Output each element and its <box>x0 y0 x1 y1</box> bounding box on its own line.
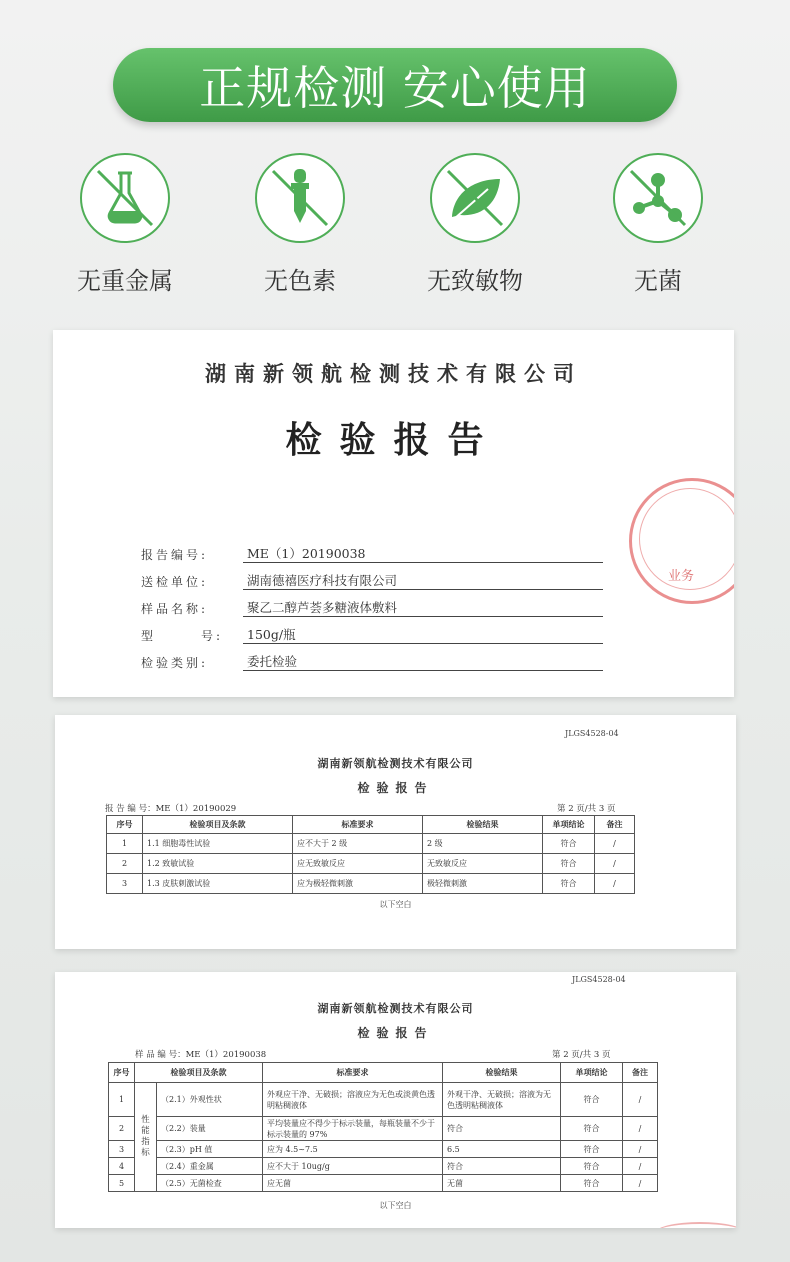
cell: 外观干净、无破损；溶液为无色透明粘稠液体 <box>443 1083 561 1117</box>
molecule-no-icon <box>613 153 703 243</box>
end-of-table-note: 以下空白 <box>379 1201 412 1210</box>
col-header: 检验结果 <box>423 816 543 834</box>
col-header: 检验项目及条款 <box>135 1063 263 1083</box>
table-row <box>109 1158 658 1175</box>
feature-label: 无色素 <box>264 267 336 295</box>
doc-code: JLGS4528-04 <box>565 729 619 738</box>
col-header: 标准要求 <box>263 1063 443 1083</box>
field-label: 样品名称: <box>141 602 209 616</box>
table-row <box>109 1083 658 1117</box>
cell: 符合 <box>443 1117 561 1141</box>
col-header: 单项结论 <box>561 1063 623 1083</box>
cell: 3 <box>109 1141 135 1158</box>
cell: 1.3 皮肤刺激试验 <box>143 874 293 894</box>
cell: 2 <box>109 1117 135 1141</box>
report-title: 检验报告 <box>357 1026 434 1040</box>
cover-title: 检验报告 <box>285 419 502 461</box>
cell: 2 级 <box>423 834 543 854</box>
end-of-table-note: 以下空白 <box>379 900 412 909</box>
field-value: ME（1）20190038 <box>243 544 603 563</box>
cell: 应不大于 2 级 <box>293 834 423 854</box>
table-row <box>109 1141 658 1158</box>
cell: （2.4）重金属 <box>157 1158 263 1175</box>
cell: / <box>623 1117 658 1141</box>
result-table <box>108 1062 658 1192</box>
feature-sterile <box>588 153 728 296</box>
page-number: 第 2 页/共 3 页 <box>552 1050 611 1060</box>
cell: （2.5）无菌检查 <box>157 1175 263 1192</box>
cell: 符合 <box>561 1141 623 1158</box>
cell: 应为极轻微刺激 <box>293 874 423 894</box>
cell: 1.2 致敏试验 <box>143 854 293 874</box>
cell: （2.3）pH 值 <box>157 1141 263 1158</box>
report-number: 报 告 编 号：ME（1）20190029 <box>105 804 237 814</box>
col-header: 检验结果 <box>443 1063 561 1083</box>
cell: / <box>623 1175 658 1192</box>
cell: 外观应干净、无破损；溶液应为无色或淡黄色透明粘稠液体 <box>263 1083 443 1117</box>
cell: / <box>595 854 635 874</box>
flask-no-icon <box>80 153 170 243</box>
cell: / <box>623 1141 658 1158</box>
sample-number: 样 品 编 号：ME（1）20190038 <box>135 1050 267 1060</box>
col-header: 备注 <box>623 1063 658 1083</box>
cell: 平均装量应不得少于标示装量，每瓶装量不少于标示装量的 97% <box>263 1117 443 1141</box>
field-value: 湖南德禧医疗科技有限公司 <box>243 571 603 590</box>
cell: / <box>595 834 635 854</box>
cell: 符合 <box>561 1117 623 1141</box>
field-value: 聚乙二醇芦荟多糖液体敷料 <box>243 598 603 617</box>
leaf-no-icon <box>430 153 520 243</box>
report-company: 湖南新领航检测技术有限公司 <box>317 757 474 770</box>
cell: 3 <box>107 874 143 894</box>
cell: / <box>623 1083 658 1117</box>
cell: 应为 4.5~7.5 <box>263 1141 443 1158</box>
report-cover <box>53 330 734 697</box>
cell: 符合 <box>561 1083 623 1117</box>
cell: 符合 <box>543 834 595 854</box>
col-header: 备注 <box>595 816 635 834</box>
result-table <box>106 815 635 894</box>
cell: 符合 <box>561 1175 623 1192</box>
cell: 1.1 细胞毒性试验 <box>143 834 293 854</box>
cell: / <box>623 1158 658 1175</box>
cell: （2.1）外观性状 <box>157 1083 263 1117</box>
cover-company: 湖南新领航检测技术有限公司 <box>205 361 582 386</box>
field-label: 报告编号: <box>141 548 209 562</box>
cell: 1 <box>109 1083 135 1117</box>
cell: 应无致敏反应 <box>293 854 423 874</box>
table-row <box>109 1175 658 1192</box>
field-value: 委托检验 <box>243 652 603 671</box>
col-header: 检验项目及条款 <box>143 816 293 834</box>
report-page-biocompat <box>55 715 736 949</box>
cell: 应不大于 10ug/g <box>263 1158 443 1175</box>
banner-title: 正规检测 安心使用 <box>199 61 591 115</box>
dropper-no-icon <box>255 153 345 243</box>
cell: 符合 <box>561 1158 623 1175</box>
stamp-text: 业务 <box>668 569 695 584</box>
report-company: 湖南新领航检测技术有限公司 <box>317 1002 474 1015</box>
report-page-performance <box>55 972 736 1228</box>
col-header: 标准要求 <box>293 816 423 834</box>
cell: 4 <box>109 1158 135 1175</box>
title-banner <box>113 48 677 122</box>
group-cell: 性能指标 <box>135 1083 157 1192</box>
feature-no-heavy-metal <box>55 153 195 296</box>
cell: （2.2）装量 <box>157 1117 263 1141</box>
field-label: 型 号: <box>141 629 224 643</box>
table-header <box>107 816 635 834</box>
doc-code: JLGS4528-04 <box>572 975 626 984</box>
col-header: 序号 <box>107 816 143 834</box>
stamp-edge <box>655 1222 736 1228</box>
table-row <box>107 854 635 874</box>
cell: 2 <box>107 854 143 874</box>
table-header <box>109 1063 658 1083</box>
col-header: 序号 <box>109 1063 135 1083</box>
feature-label: 无重金属 <box>77 267 173 295</box>
table-row <box>109 1117 658 1141</box>
cell: 极轻微刺激 <box>423 874 543 894</box>
cell: 无菌 <box>443 1175 561 1192</box>
cell: 6.5 <box>443 1141 561 1158</box>
feature-no-allergen <box>405 153 545 296</box>
report-title: 检验报告 <box>357 781 434 795</box>
cell: / <box>595 874 635 894</box>
cell: 5 <box>109 1175 135 1192</box>
table-row <box>107 834 635 854</box>
cell: 应无菌 <box>263 1175 443 1192</box>
cell: 无致敏反应 <box>423 854 543 874</box>
feature-label: 无致敏物 <box>427 267 523 295</box>
cell: 符合 <box>543 854 595 874</box>
feature-no-pigment <box>230 153 370 296</box>
col-header: 单项结论 <box>543 816 595 834</box>
table-row <box>107 874 635 894</box>
feature-label: 无菌 <box>634 267 682 295</box>
field-value: 150g/瓶 <box>243 625 603 644</box>
cell: 1 <box>107 834 143 854</box>
field-label: 送检单位: <box>141 575 209 589</box>
field-label: 检验类别: <box>141 656 209 670</box>
cell: 符合 <box>543 874 595 894</box>
cell: 符合 <box>443 1158 561 1175</box>
page-number: 第 2 页/共 3 页 <box>557 804 616 814</box>
